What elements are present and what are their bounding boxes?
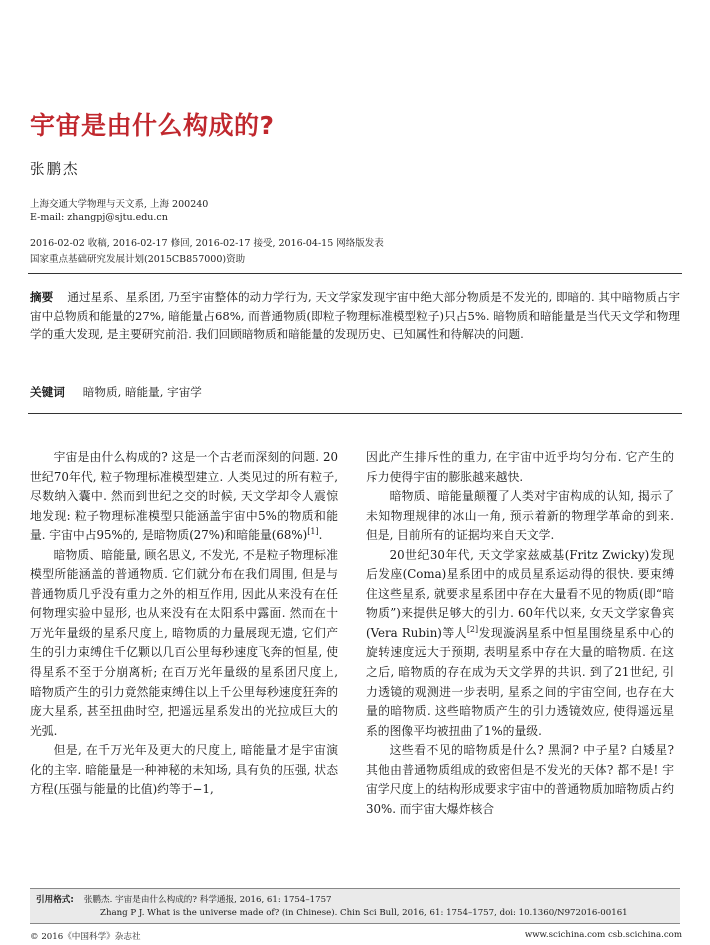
paragraph-text: 宇宙是由什么构成的? 这是一个古老而深刻的问题. 20世纪70年代, 粒子物理标准模型建立. 人类见过的所有粒子, 尽数纳入囊中. 然而到世纪之交的时候, 天文学却令人震惊地发现: 粒子物理标准模型只能涵盖宇宙中5%的物质和能量. 宇宙中占95%的, 是暗物质(27%)和暗能量(68%) <box>30 450 338 543</box>
affiliation: 上海交通大学物理与天文系, 上海 200240 <box>30 199 209 210</box>
paragraph <box>366 546 674 741</box>
keywords <box>30 384 202 400</box>
reference-link[interactable]: [2] <box>466 625 479 634</box>
copyright: © 2016《中国科学》杂志社 <box>30 932 141 942</box>
article-title: 宇宙是由什么构成的? <box>30 111 275 140</box>
paragraph: 这些看不见的暗物质是什么? 黑洞? 中子星? 白矮星? 其他由普通物质组成的致密但是不发光的天体? 都不是! 宇宙学尺度上的结构形成要求宇宙中的普通物质加暗物质占约30%. 而宇宙大爆炸核合 <box>366 743 674 816</box>
keywords-text: 暗物质, 暗能量, 宇宙学 <box>82 385 202 399</box>
abstract-divider <box>28 413 682 414</box>
abstract-label: 摘要 <box>30 290 54 304</box>
body-column-right <box>366 448 674 819</box>
paragraph-text: 20世纪30年代, 天文学家兹威基(Fritz Zwicky)发现后发座(Coma)星系团中的成员星系运动得的很快. 要束缚住这些星系, 就要求星系团中存在大量看不见的物质(即“暗物质”)来提供足够大的引力. 60年代以来, 女天文学家鲁宾(Vera Rubin)等人 <box>366 547 674 640</box>
paragraph: 因此产生排斥性的重力, 在宇宙中近乎均匀分布. 它产生的斥力使得宇宙的膨胀越来越快. <box>366 450 674 484</box>
article-dates: 2016-02-02 收稿, 2016-02-17 修回, 2016-02-17 接受, 2016-04-15 网络版发表 <box>30 238 384 249</box>
keywords-label: 关键词 <box>30 385 65 399</box>
author-name: 张鹏杰 <box>30 162 80 178</box>
citation-en: Zhang P J. What is the universe made of? (in Chinese). Chin Sci Bull, 2016, 61: 1754–1757, doi: 10.1360/N972016-00161 <box>100 908 628 918</box>
citation-zh <box>36 893 332 905</box>
abstract <box>30 288 680 344</box>
header-divider <box>28 273 682 274</box>
citation-label: 引用格式: <box>36 895 74 905</box>
paragraph <box>30 448 338 546</box>
paragraph-text: . <box>318 528 323 543</box>
body-column-left <box>30 448 338 800</box>
citation-zh-text: 张鹏杰. 宇宙是由什么构成的? 科学通报, 2016, 61: 1754–1757 <box>83 895 332 905</box>
journal-websites[interactable]: www.scichina.com csb.scichina.com <box>524 930 682 940</box>
citation-box <box>30 888 680 924</box>
reference-link[interactable]: [1] <box>307 527 319 537</box>
paragraph-text: 发现漩涡星系中恒星围绕星系中心的旋转速度远大于预期, 表明星系中存在大量的暗物质. 在这之后, 暗物质的存在成为天文学界的共识. 到了21世纪, 引力透镜的观测进一步表明, 星系之间的宇宙空间, 也存在大量的暗物质. 这些暗物质产生的引力透镜效应, 使得遥远星系的图像平均被扭曲了1%的量级. <box>366 625 674 738</box>
funding-note: 国家重点基础研究发展计划(2015CB857000)资助 <box>30 254 246 265</box>
paragraph: 但是, 在千万光年及更大的尺度上, 暗能量才是宇宙演化的主宰. 暗能量是一种神秘的未知场, 具有负的压强, 状态方程(压强与能量的比值)约等于−1, <box>30 743 338 797</box>
author-email: E-mail: zhangpj@sjtu.edu.cn <box>30 212 168 223</box>
paragraph: 暗物质、暗能量颠覆了人类对宇宙构成的认知, 揭示了未知物理规律的冰山一角, 预示着新的物理学革命的到来. 但是, 目前所有的证据均来自天文学. <box>366 489 674 543</box>
abstract-text: 通过星系、星系团, 乃至宇宙整体的动力学行为, 天文学家发现宇宙中绝大部分物质是不发光的, 即暗的. 其中暗物质占宇宙中总物质和能量的27%, 暗能量占68%, 而普通物质(即粒子物理标准模型粒子)只占5%. 暗物质和暗能量是当代天文学和物理学的重大发现, 是主要研究前沿. 我们回顾暗物质和暗能量的发现历史、已知属性和待解决的问题. <box>30 290 680 341</box>
paragraph: 暗物质、暗能量, 顾名思义, 不发光, 不是粒子物理标准模型所能涵盖的普通物质. 它们就分布在我们周围, 但是与普通物质几乎没有重力之外的相互作用, 因此从来没有在任何物理实验中显形, 也从来没有在太阳系中露面. 然而在十万光年量级的星系尺度上, 暗物质的力量展现无遗, 它们产生的引力束缚住千亿颗以几百公里每秒速度飞奔的恒星, 使得星系不至于分崩离析; 在百万光年量级的星系团尺度上, 暗物质产生的引力竟然能束缚住以上千公里每秒速度狂奔的庞大星系, 甚至扭曲时空, 把遥远星系发出的光拉成巨大的光弧. <box>30 547 338 738</box>
